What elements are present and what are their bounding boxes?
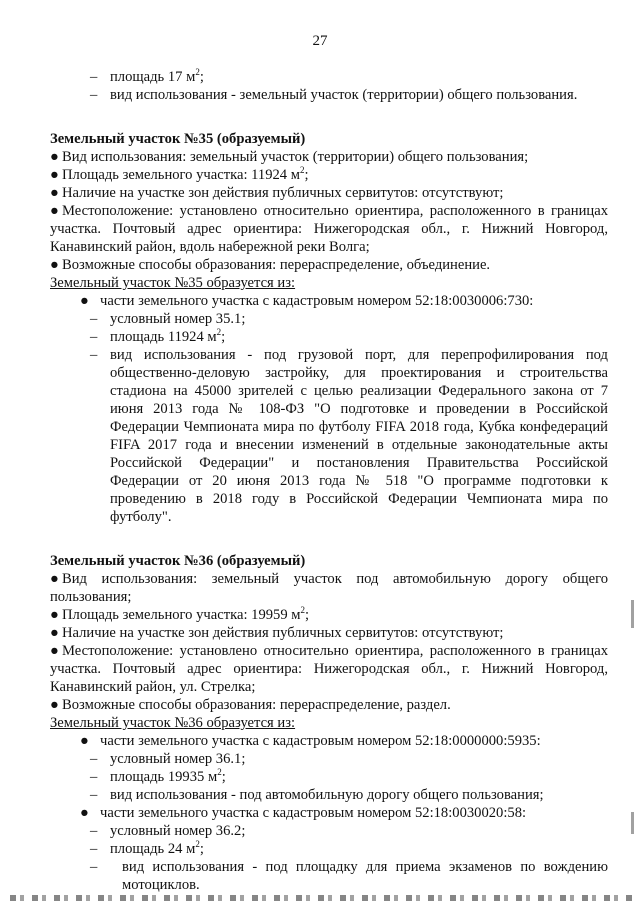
superscript: 2 [195, 839, 200, 850]
parcel-36-heading: Земельный участок №36 (образуемый) [50, 553, 306, 569]
prop-text: Местоположение: установлено относительно ориентира, расположенного в границах участка. Почтовый адрес ориентира: Нижегородская обл., г. Нижний Новгород, Канавинский район, вдоль набережной реки Волга; [50, 203, 608, 255]
dash-marker: – [90, 769, 98, 785]
prop-tail: ; [305, 607, 310, 623]
parcel-36-prop [50, 570, 608, 606]
item-text: условный номер 36.2; [110, 823, 246, 839]
dash-marker: – [90, 859, 98, 875]
parcel-36-prop [50, 696, 608, 714]
bullet-icon: ● [50, 167, 59, 183]
prop-tail: ; [304, 167, 309, 183]
bullet-icon: ● [80, 293, 89, 309]
scan-margin-mark [631, 600, 634, 628]
prop-text: Возможные способы образования: перераспределение, объединение. [62, 257, 491, 273]
source-title: части земельного участка с кадастровым номером 52:18:0030006:730: [100, 293, 534, 309]
dash-marker: – [90, 751, 98, 767]
prop-text: Площадь земельного участка: 11924 м [62, 167, 300, 183]
item-text: условный номер 35.1; [110, 311, 246, 327]
source-title: части земельного участка с кадастровым номером 52:18:0000000:5935: [100, 733, 541, 749]
parcel-36-prop [50, 606, 608, 624]
superscript: 2 [216, 327, 222, 338]
superscript: 2 [195, 67, 200, 78]
item-tail: ; [221, 769, 226, 785]
source-parcel [80, 804, 608, 822]
parcel-35-formed-from: Земельный участок №35 образуется из: [50, 275, 296, 291]
bullet-icon: ● [50, 203, 59, 219]
item-text: площадь 17 м [110, 69, 196, 85]
parcel-36-prop [50, 642, 608, 696]
page-number: 27 [312, 33, 328, 49]
item-text: площадь 24 м [110, 841, 196, 857]
parcel-36-prop [50, 624, 608, 642]
bullet-icon: ● [80, 805, 89, 821]
dash-marker: – [90, 69, 98, 85]
source-item [90, 786, 608, 804]
source-title: части земельного участка с кадастровым номером 52:18:0030020:58: [100, 805, 527, 821]
scan-edge-artifact [10, 895, 634, 901]
bullet-icon: ● [50, 185, 59, 201]
parcel-35-prop [50, 202, 608, 256]
source-item [90, 310, 608, 328]
item-tail: ; [199, 69, 204, 85]
item-text: условный номер 36.1; [110, 751, 246, 767]
item-tail: ; [221, 329, 226, 345]
prop-text: Вид использования: земельный участок (территории) общего пользования; [62, 149, 529, 165]
item-text: вид использования - под площадку для приема экзаменов по вождению мотоциклов. [122, 859, 608, 893]
source-item [90, 328, 608, 346]
intro-item [90, 86, 608, 104]
parcel-35-prop [50, 166, 608, 184]
item-text: вид использования - под грузовой порт, для перепрофилирования под общественно-деловую застройку, для проектирования и строительства стадиона на 45000 зрителей с целью реализации Федерального закона от 7 июня 2013 года № 108-ФЗ "О подготовке и проведении в Российской Федерации Чемпионата мира по футболу FIFA 2018 года, Кубка конфедераций FIFA 2017 года и внесении изменений в отдельные законодательные акты Российской Федерации" и постановления Правительства Российской Федерации от 20 июня 2013 года № 518 "О программе подготовки к проведению в 2018 году в Российской Федерации Чемпионата мира по футболу". [110, 347, 608, 525]
bullet-icon: ● [50, 149, 59, 165]
item-text: вид использования - под автомобильную дорогу общего пользования; [110, 787, 544, 803]
parcel-35-heading: Земельный участок №35 (образуемый) [50, 131, 306, 147]
source-item [90, 822, 608, 840]
dash-marker: – [90, 87, 98, 103]
bullet-icon: ● [50, 625, 59, 641]
source-item [90, 750, 608, 768]
bullet-icon: ● [50, 571, 59, 587]
superscript: 2 [300, 605, 306, 616]
parcel-35-prop [50, 184, 608, 202]
parcel-36-formed-from: Земельный участок №36 образуется из: [50, 715, 296, 731]
dash-marker: – [90, 823, 98, 839]
item-text: площадь 19935 м [110, 769, 218, 785]
parcel-35-prop [50, 148, 608, 166]
item-text: вид использования - земельный участок (территории) общего пользования. [110, 87, 578, 103]
bullet-icon: ● [50, 697, 59, 713]
dash-marker: – [90, 311, 98, 327]
source-item [90, 768, 608, 786]
prop-text: Местоположение: установлено относительно ориентира, расположенного в границах участка. Почтовый адрес ориентира: Нижегородская обл., г. Нижний Новгород, Канавинский район, ул. Стрелка; [50, 643, 608, 695]
item-text: площадь 11924 м [110, 329, 217, 345]
intro-item [90, 68, 608, 86]
bullet-icon: ● [50, 607, 59, 623]
prop-text: Возможные способы образования: перераспределение, раздел. [62, 697, 451, 713]
superscript: 2 [217, 767, 222, 778]
bullet-icon: ● [50, 257, 59, 273]
superscript: 2 [299, 165, 305, 176]
source-parcel [80, 732, 608, 750]
bullet-icon: ● [80, 733, 89, 749]
prop-text: Наличие на участке зон действия публичных сервитутов: отсутствуют; [62, 625, 504, 641]
bullet-icon: ● [50, 643, 59, 659]
source-item [90, 840, 608, 858]
scan-margin-mark [631, 812, 634, 834]
parcel-35-prop [50, 256, 608, 274]
dash-marker: – [90, 329, 98, 345]
source-parcel [80, 292, 608, 310]
prop-text: Наличие на участке зон действия публичных сервитутов: отсутствуют; [62, 185, 504, 201]
item-tail: ; [199, 841, 204, 857]
source-item [90, 346, 608, 526]
page-content [50, 68, 608, 894]
prop-text: Площадь земельного участка: 19959 м [62, 607, 301, 623]
source-item [90, 858, 608, 894]
dash-marker: – [90, 347, 98, 363]
prop-text: Вид использования: земельный участок под автомобильную дорогу общего пользования; [50, 571, 608, 605]
dash-marker: – [90, 787, 98, 803]
dash-marker: – [90, 841, 98, 857]
